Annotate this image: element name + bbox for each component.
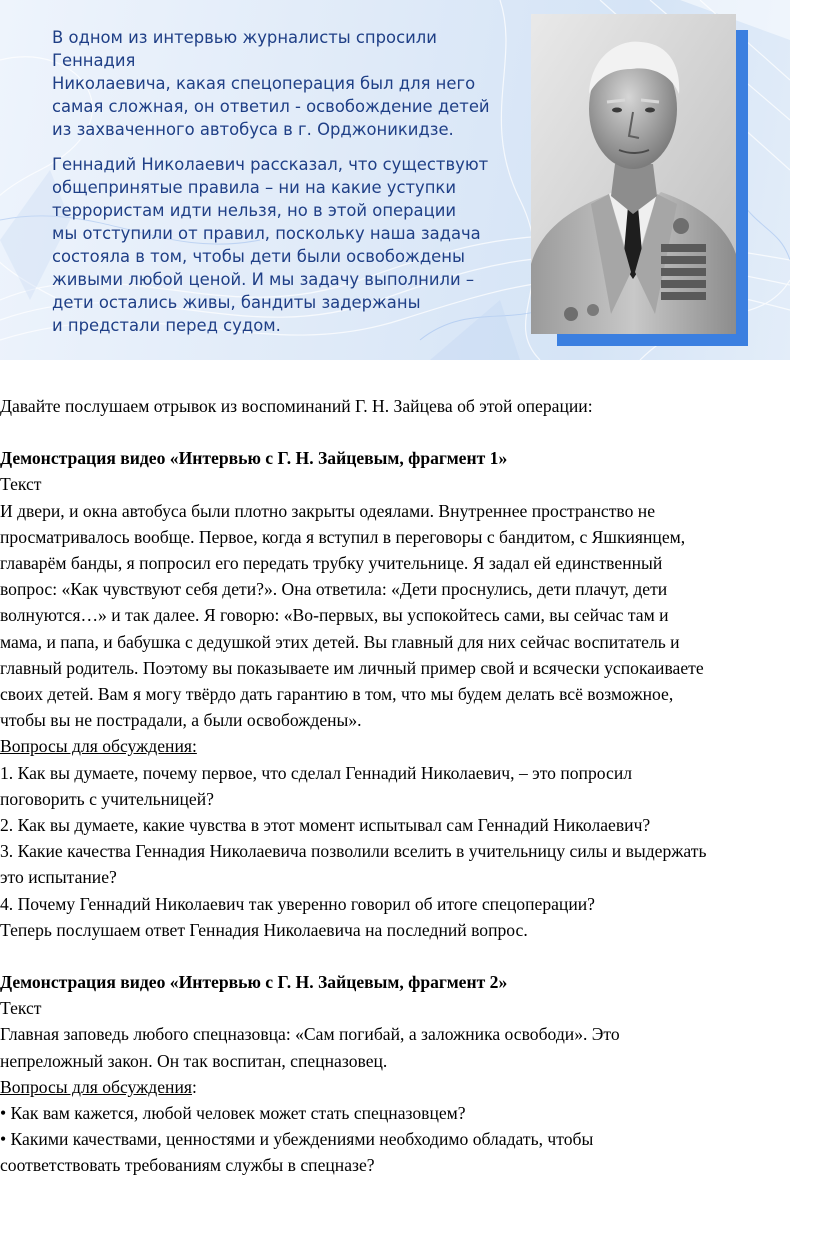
section-1-line: главарём банды, я попросил его передать трубку учительнице. Я задал ей единственный (0, 553, 663, 574)
section-1-question: 2. Как вы думаете, какие чувства в этот момент испытывал сам Геннадий Николаевич? (0, 815, 651, 836)
banner-text (52, 26, 502, 337)
section-1-question: 4. Почему Геннадий Николаевич так уверенно говорил об итоге спецоперации? (0, 893, 595, 914)
section-1-question: 1. Как вы думаете, почему первое, что сделал Геннадий Николаевич, – это попросил (0, 762, 633, 783)
section-1-line: мама, и папа, и бабушка с дедушкой этих детей. Вы главный для них сейчас воспитатель и (0, 631, 680, 652)
document-body (0, 393, 816, 1179)
section-2-heading: Демонстрация видео «Интервью с Г. Н. Зайцевым, фрагмент 2» (0, 972, 508, 993)
section-1-line: И двери, и окна автобуса были плотно закрыты одеялами. Внутреннее пространство не (0, 500, 656, 521)
section-1-heading: Демонстрация видео «Интервью с Г. Н. Зайцевым, фрагмент 1» (0, 448, 508, 469)
section-1-questions-label: Вопросы для обсуждения: (0, 736, 197, 757)
section-1-text-label: Текст (0, 474, 42, 495)
section-1-line: чтобы вы не пострадали, а были освобождены». (0, 710, 362, 731)
section-2-question: • Какими качествами, ценностями и убеждениями необходимо обладать, чтобы (0, 1129, 594, 1150)
portrait-photo-icon (531, 14, 736, 334)
spacer (0, 943, 816, 969)
section-2-questions-colon: : (191, 1076, 197, 1097)
section-2-question: соответствовать требованиям службы в спецназе? (0, 1155, 375, 1176)
section-2-questions-label-line (0, 1074, 816, 1100)
portrait-photo (531, 14, 736, 334)
section-2-line: непреложный закон. Он так воспитан, спецназовец. (0, 1050, 388, 1071)
section-1-closing: Теперь послушаем ответ Геннадия Николаевича на последний вопрос. (0, 919, 528, 940)
section-1-question: 3. Какие качества Геннадия Николаевича позволили вселить в учительницу силы и выдержать (0, 841, 707, 862)
banner-paragraph-1: В одном из интервью журналисты спросили Геннадия Николаевича, какая спецоперация был для него самая сложная, он ответил - освобождение детей из захваченного автобуса в г. Орджоникидзе. (52, 28, 490, 139)
section-1-line: волнуются…» и так далее. Я говорю: «Во-первых, вы успокойтесь сами, вы сейчас там и (0, 605, 669, 626)
intro-text: Давайте послушаем отрывок из воспоминаний Г. Н. Зайцева об этой операции: (0, 396, 593, 416)
section-1-question: это испытание? (0, 867, 117, 888)
banner-paragraph-2: Геннадий Николаевич рассказал, что существуют общепринятые правила – ни на какие уступки террористам идти нельзя, но в этой операции мы отступили от правил, поскольку наша задача состояла в том, чтобы дети были освобождены живыми любой ценой. И мы задачу выполнили – дети остались живы, бандиты задержаны и предстали перед судом. (52, 155, 489, 335)
section-1-line: главный родитель. Поэтому вы показываете им личный пример свой и всячески успокаиваете (0, 657, 704, 678)
section-1-question: поговорить с учительницей? (0, 788, 214, 809)
section-2-text-label: Текст (0, 998, 42, 1019)
section-2-question: • Как вам кажется, любой человек может стать спецназовцем? (0, 1103, 466, 1124)
section-1-line: своих детей. Вам я могу твёрдо дать гарантию в том, что мы будем делать всё возможное, (0, 684, 674, 705)
section-1-line: просматривалось вообще. Первое, когда я вступил в переговоры с бандитом, с Яшкиянцем, (0, 526, 686, 547)
section-2-questions-label: Вопросы для обсуждения (0, 1076, 192, 1097)
spacer (0, 419, 816, 445)
banner (0, 0, 790, 360)
section-2-line: Главная заповедь любого спецназовца: «Сам погибай, а заложника освободи». Это (0, 1024, 620, 1045)
section-1-line: вопрос: «Как чувствуют себя дети?». Она ответила: «Дети проснулись, дети плачут, дети (0, 579, 668, 600)
